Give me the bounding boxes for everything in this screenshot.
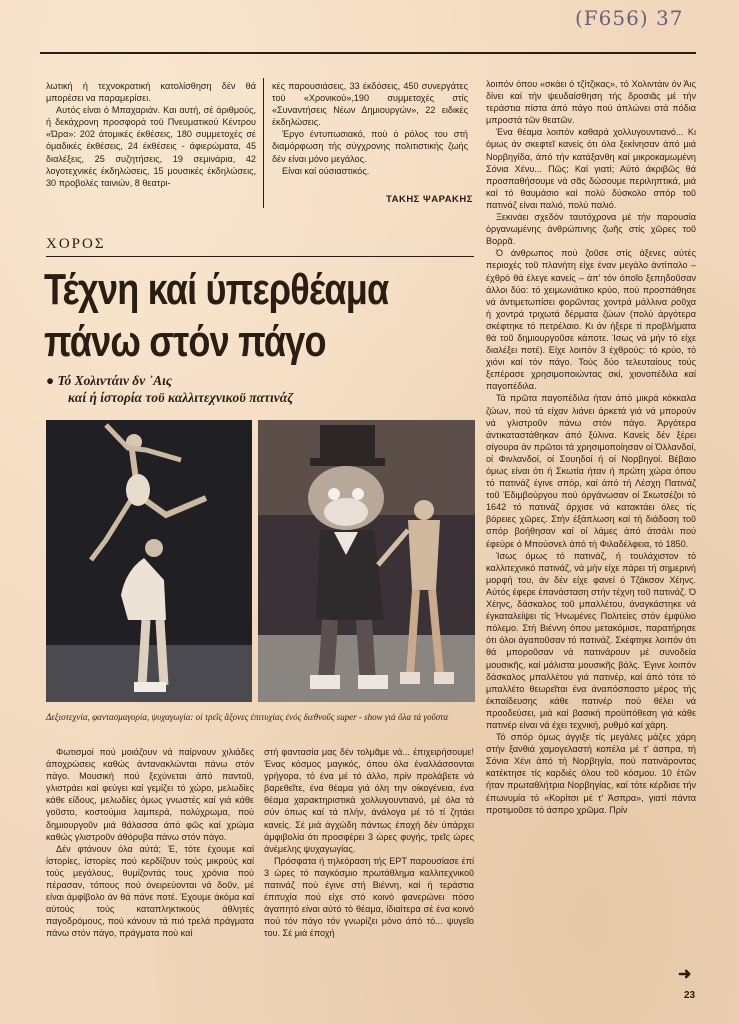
mascot-and-skater-illustration xyxy=(258,420,475,702)
bottom-left-column xyxy=(46,746,254,940)
paragraph: Ίσως όμως τό πατινάζ, ή τουλάχιστον τό καλλιτεχνικό πατινάζ, νά μήν είχε πάρει τή σημερινή μορφή του, άν δέν είχε φανεί ό Τζάκσον Χέηνς. Αύτός έφερε έπανάσταση στήν τέχνη τοῦ πατινάζ. Ό Χέηνς, δάσκαλος τοῦ μπαλλέτου, άναγκάστηκε νά έγκαταλείψει τίς Ήνωμένες Πολιτείες στόν έμφύλιο πόλεμο. Στή Βιέννη όπου μετακόμισε, παρατήρησε ότι όλοι άγαποῦσαν τό πατινάζ. Σκέφτηκε λοιπόν ότι θά μποροῦσαν νά πατινάρουν μέ συνοδεία μουσικῆς, καί μάλιστα μουσικῆς βάλς. Έγινε λοιπόν δάσκαλος μπαλλέτου γιά πατινέρ, καί άπό τότε τό μπαλλέτο θεωρεῖται ένα άναπόσπαστο μέρος τής έκπαίδευσης κάθε πατινέρ πού θέλει νά προοδεύσει, μιά καί βασική προϋπόθεση γιά κάθε πατινέρ είναι νά έχει τεχνική, ρυθμό καί χάρη. xyxy=(486,550,696,730)
paragraph: Φωτισμοί πού μοιάζουν νά παίρνουν χιλιάδες άποχρώσεις καθώς άντανακλώνται πάνω στόν πάγο. Μουσική πού ξεχύνεται άπό παντοῦ, γλιστράει καί φεύγει καί γεμίζει τό χώρο, μελωδίες κάθε είδους, μελωδίες όμως γνωστές καί γιά κάθε γοῦστο, κοστούμια λαμπερά, πολύχρωμα, πού δημιουργοῦν μιά θάλασσα άπό φῶς καί χρώμα καθώς γλιστροῦν άθόρυβα πάνω στόν πάγο. xyxy=(46,747,254,842)
page-number: 23 xyxy=(684,990,696,1001)
headline xyxy=(44,264,388,368)
headline-line-2: πάνω στόν πάγο xyxy=(44,317,326,366)
paragraph: Αυτός είναι ό Μπαχαριάν. Και αυτή, σέ άριθμούς, ή δεκάχρονη προσφορά τοϋ Πνευματικού Κέντρου «Ώρα»: 202 άτομικές έκθέσεις, 180 συμμετοχές σέ όμαδικές έκθέσεις, 24 έκθέσεις - άφιερώματα, 45 διαλέξεις, 25 συζητήσεις, 19 σεμινάρια, 42 λογοτεχνικές έκδηλώσεις, 15 μουσικές έκδηλώσεις, 30 προβολές ταινιών, 8 θεατρι- xyxy=(46,105,256,188)
subheadline-line-2: καί ή ίστορία τοϋ καλλιτεχνικοϋ πατινάζ xyxy=(68,390,294,405)
section-kicker: ΧΟΡΟΣ xyxy=(46,236,106,252)
column-divider xyxy=(263,78,264,208)
paragraph: λωτική ή τεχνοκρατική κατολίσθηση δέν θά μπορέσει να παραμερίσει. xyxy=(46,81,256,104)
paragraph: Ξεκινάει σχεδόν ταυτόχρονα μέ τήν παρουσία όργανωμένης άνθρώπινης ζωῆς στίς χῶρες τοῦ Βορρᾶ. xyxy=(486,212,696,247)
paragraph: Δέν φτάνουν όλα αύτά; Έ, τότε έχουμε καί ίστορίες, ίστορίες πού κερδίζουν τούς μικρούς καί τούς μεγάλους, θυμίζοντάς τους χρόνια πού πέρασαν, τόπους πού όνειρεύονται νά δοῦν, μέ είναι άμφίβολο άν θά πάνε ποτέ. Έχουμε άκόμα καί αύτούς τούς καταπληκτικούς άθλητές παγοδρόμους, πού κάνουν τά πιό τρελά πράγματα πάνω στόν πάγο, πράγματα πού καί xyxy=(46,843,254,939)
paragraph: λοιπόν όπου «σκάει ό τζίτζικας», τό Χολιντάιν όν Άις δίνει καί τήν ψευδαίσθηση τής δροσιᾶς μέ τήν τεράστια πίστα άπό πάγο πού άπλώνει στά πόδια μπροστά τῶν θεατῶν. xyxy=(486,79,696,126)
paragraph: κές παρουσιάσεις, 33 έκδόσεις, 450 συνεργάτες τοϋ «Χρονικού»,190 συμμετοχές στίς «Συναντήσεις Νέων Δημιουργών», 22 ειδικές έκδηλώσεις. xyxy=(272,81,468,128)
skating-pair-illustration xyxy=(46,420,252,702)
header-rule xyxy=(40,52,696,54)
photo-mascot-and-skater xyxy=(258,420,475,702)
continue-arrow-icon: ➜ xyxy=(678,966,692,983)
top-left-column xyxy=(46,80,256,189)
paragraph: Είναι καί ούσιαστικός. xyxy=(282,165,370,176)
handwritten-archive-number: (F656) 37 xyxy=(575,6,684,30)
paragraph: Ένα θέαμα λοιπόν καθαρά χολλυγουντιανό... Κι όμως άν σκεφτεῖ κανείς ότι όλα ξεκίνησαν άπό μιά Νορβηγίδα, άπό τήν κατάξανθη καί μικροκαμωμένη Σόνια Χένυ... Πῶς; Καί γιατί; Αύτό άκριβῶς θά προσπαθήσουμε νά σᾶς δώσουμε περιληπτικά, μιά καί τό θαυμάσιο καί πολύ δύσκολο σπόρ τοῦ πατινάζ είναι παλιό, πολύ παλιό. xyxy=(486,127,696,210)
author-signature: ΤΑΚΗΣ ΨΑΡΑΚΗΣ xyxy=(386,194,473,205)
subheadline-line-1: ● Τό Χολιντάιν δν ᾽Αις xyxy=(46,373,172,388)
headline-line-1: Τέχνη καί ύπερθέαμα xyxy=(44,265,389,314)
photo-caption: Δεξιοτεχνία, φαντασμαγορία, ψυχαγωγία: οί τρεῖς ἄξονες ἐπιτυχίας ἑνός διεθνοῦς super - show γιά ὅλα τά γοῦστα xyxy=(46,712,449,722)
section-rule xyxy=(46,256,474,257)
photo-skating-pair xyxy=(46,420,252,702)
right-column xyxy=(486,78,696,816)
paragraph: Τό σπόρ όμως άγγιξε τίς μεγάλες μάζες χάρη στήν ξανθιά χαμογελαστή κοπέλα μέ τ' άσπρα, τή Σόνια Χένι άπό τή Νορβηγία, πού πατινάροντας κατέκτησε τίς καρδιές όλου τοῦ κόσμου. 10 ἐτῶν ήταν πρωταθλήτρια Νορβηγίας, καί τότε κέρδισε τήν έπωνυμία τό «Κορίτσι μέ τ' Άσπρα», γιατί πάντα προτιμοῦσε τό άσπρο χρῶμα. Πρίν xyxy=(486,732,696,815)
paragraph: Ό άνθρωπος πού ζοῦσε στίς άξενες αύτές περιοχές τοῦ πλανήτη είχε έναν μεγάλο άντίπαλο – έχθρό θά έλεγε κανείς – άπ' τόν όποῖο ξεπηδοῦσαν άλλοι δύο: τό χειμωνιάτικο κρύο, πού προσπάθησε νά άντιμετωπίσει φορῶντας χοντρά μάλλινα ροῦχα ή χοντρά τριχωτά δέρματα ζώων (πολύ άργότερα σκέφτηκε τό πετρέλαιο. Κι άν ήξερε τί προβλήματα θά τοῦ δημιουργοῦσε κάποτε. Ίσως νά μήν τό είχε διαλέξει ποτέ). Είχε λοιπόν 3 έχθρούς: τό κρύο, τό χιόνι καί τόν πάγο. Τούς δύο τελευταίους τούς ξεπέρασε χρησιμοποιώντας σκί, χιονοπέδιλα καί παγοπέδιλα. xyxy=(486,248,696,392)
bottom-middle-column xyxy=(264,746,474,940)
paragraph: στή φαντασία μας δέν τολμᾶμε νά... έπιχειρήσουμε! Ένας κόσμος μαγικός, όπου όλα έναλλάσσονται γρήγορα, τό ένα μέ τό άλλο, πρίν προλάβετε νά βαρεθεῖτε, ένα θέαμα γιά όλη την οίκογένεια, ένα θέαμα χαρακτηριστικά χολλυγουντιανό, μέ όλα τά σύν όπως καί τά πλήν, άνάλογα μέ τό τί ζητάει κανείς. Σέ μιά άγχώδη πάντως έποχή δέν ύπάρχει άμφιβολία ότι προσφέρει 3 ώρες φυγής, τρεῖς ώρες άνέμελης ψυχαγωγίας. xyxy=(264,747,474,854)
paragraph: Έργο έντυπωσιακό, πού ό ρόλος του στή διαμόρφωση τής σύγχρονης πολιτιστικής ζωής δέν είναι μόνο μεγάλος. xyxy=(272,129,468,164)
subheadline xyxy=(46,372,293,406)
top-middle-column xyxy=(272,80,468,177)
paragraph: Πρόσφατα ή τηλεόραση τής ΕΡΤ παρουσίασε έπί 3 ώρες τό παγκόσμιο πρωτάθλημα καλλιτεχνικοῦ πατινάζ πού έγινε στή Βιέννη, καί ή τεράστια έπιτυχία πού είχε στό κοινό φανερώνει πόσο άγαπητό είναι αύτό τό θέαμα, ίδιαίτερα σέ ένα κοινό πού τόν πάγο τόν γνωρίζει μόνο άπό τό... ψυγεῖο του. Σέ μιά έποχή xyxy=(264,855,474,939)
paragraph: Τά πρῶτα παγοπέδιλα ήταν άπό μικρά κόκκαλα ζώων, πού τά είχαν λιάνει άρκετά γιά νά μπορούν νά γλιστροῦν πάνω στόν πάγο. Άργότερα άντικαταστάθηκαν άπό ξύλινα. Κανείς δέν ξέρει σίγουρα άν πρῶτοι τά χρησιμοποίησαν οί Όλλανδοί, οί Φινλανδοί, οί Σουηδοί ή οί Νορβηγοί. Βέβαιο όμως είναι ότι ή Σκωτία ήταν ή πρώτη χώρα όπου τό πατινάζ έγινε σπόρ, καί άπό τή Λέσχη Πατινάζ τοῦ Έδιμβούργου πού όργάνωσαν οί Σκωτσέζοι τό 1642 τό πατινάζ άρχισε νά κατακτάει όλες τίς βόρειες χῶρες. Στήν έξάπλωση καί τή διάδοση τοῦ σπόρ βοήθησαν καί οί λάμες άπό άτσάλι πού έφεύρε ό Μπούσνελ άπό τή Φιλαδέλφεια, τό 1850. xyxy=(486,393,696,549)
